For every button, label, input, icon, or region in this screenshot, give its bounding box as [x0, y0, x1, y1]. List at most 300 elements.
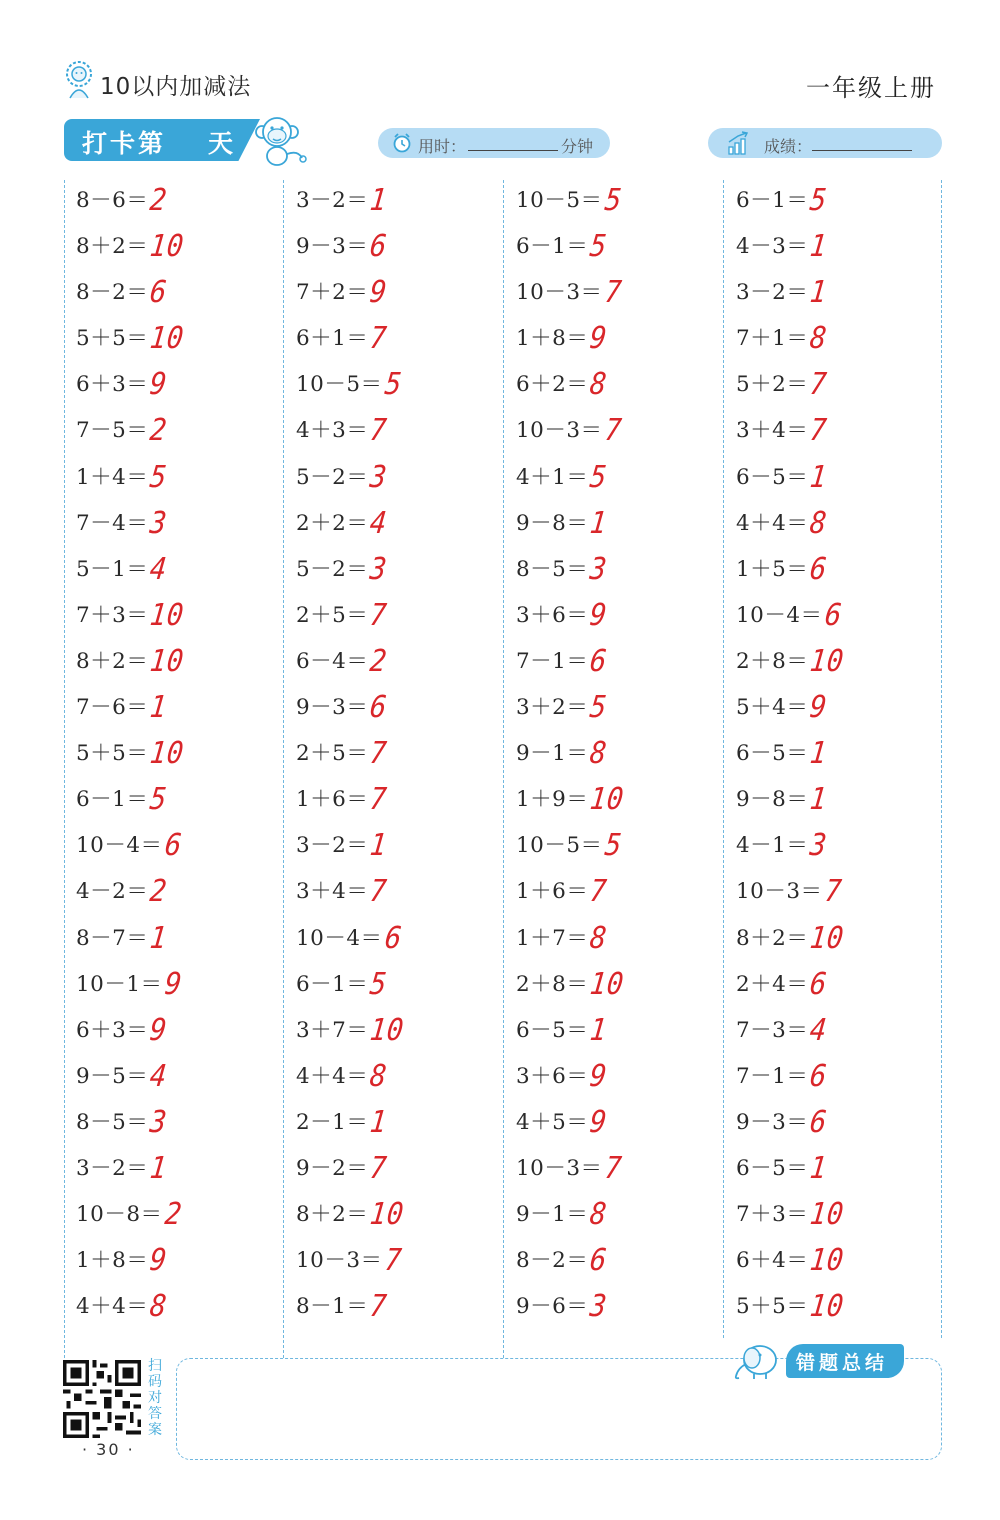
problem-row [736, 408, 946, 454]
problem-row [516, 362, 726, 408]
handwritten-answer[interactable]: 10 [808, 1243, 846, 1278]
problem-row [296, 362, 506, 408]
handwritten-answer[interactable]: 1 [808, 229, 830, 264]
problem-expression: 10－5＝ [516, 833, 603, 859]
problem-expression: 7＋1＝ [736, 326, 809, 352]
problem-row [516, 869, 726, 915]
problem-row [76, 316, 286, 362]
handwritten-answer[interactable]: 5 [588, 229, 610, 264]
problem-expression: 7＋2＝ [296, 280, 369, 306]
problem-expression: 1＋8＝ [516, 326, 589, 352]
handwritten-answer[interactable]: 7 [368, 782, 390, 818]
handwritten-answer[interactable]: 6 [588, 644, 610, 679]
checkin-label-start: 打卡第 [82, 129, 167, 158]
handwritten-answer[interactable]: 10 [588, 966, 626, 1002]
problem-row [296, 1008, 506, 1054]
problem-row [516, 1054, 726, 1100]
handwritten-answer[interactable]: 3 [148, 1104, 170, 1140]
problem-row [516, 823, 726, 869]
handwritten-answer[interactable]: 6 [368, 690, 390, 725]
problem-expression: 1＋6＝ [296, 787, 369, 813]
problem-row [76, 1146, 286, 1192]
problem-expression: 7－4＝ [76, 510, 149, 536]
problem-row [516, 777, 726, 823]
problem-expression: 4＋4＝ [76, 1294, 149, 1320]
problem-expression: 4－1＝ [736, 833, 809, 859]
handwritten-answer[interactable]: 1 [368, 828, 390, 864]
problem-row [736, 1238, 946, 1284]
problem-row [736, 1146, 946, 1192]
problem-expression: 9－1＝ [516, 1202, 589, 1228]
handwritten-answer[interactable]: 1 [808, 459, 830, 495]
problem-expression: 4＋4＝ [736, 510, 809, 536]
handwritten-answer[interactable]: 10 [808, 644, 846, 679]
problem-row [516, 639, 726, 685]
problem-expression: 6＋2＝ [516, 372, 589, 398]
problem-row [76, 547, 286, 593]
alarm-clock-icon [392, 132, 412, 154]
problem-column-1 [76, 178, 286, 1330]
handwritten-answer[interactable]: 5 [148, 459, 170, 495]
problem-expression: 2＋5＝ [296, 741, 369, 767]
handwritten-answer[interactable]: 10 [808, 1197, 846, 1232]
problem-expression: 5＋5＝ [76, 326, 149, 352]
checkin-label-end: 天 [208, 129, 234, 158]
problem-expression: 4－2＝ [76, 879, 149, 905]
problem-row [516, 224, 726, 270]
handwritten-answer[interactable]: 2 [162, 1197, 184, 1232]
problem-expression: 8＋2＝ [76, 648, 149, 674]
problem-expression: 8－1＝ [296, 1294, 369, 1320]
problem-row [76, 178, 286, 224]
handwritten-answer[interactable]: 5 [588, 459, 610, 495]
handwritten-answer[interactable]: 1 [808, 782, 830, 818]
problem-expression: 8－5＝ [516, 556, 589, 582]
handwritten-answer[interactable]: 7 [368, 321, 390, 357]
handwritten-answer[interactable]: 7 [368, 597, 390, 633]
handwritten-answer[interactable]: 1 [588, 505, 610, 541]
handwritten-answer[interactable]: 2 [148, 413, 170, 449]
handwritten-answer[interactable]: 7 [368, 736, 390, 771]
handwritten-answer[interactable]: 6 [162, 828, 184, 864]
problem-expression: 3＋4＝ [296, 879, 369, 905]
problem-row [296, 1054, 506, 1100]
handwritten-answer[interactable]: 7 [368, 1151, 390, 1186]
problem-expression: 10－4＝ [76, 833, 163, 859]
handwritten-answer[interactable]: 8 [588, 920, 610, 956]
frame-left-border [64, 180, 65, 1358]
problem-expression: 1＋5＝ [736, 556, 809, 582]
problem-expression: 1＋6＝ [516, 879, 589, 905]
problem-row [296, 869, 506, 915]
problem-column-4 [736, 178, 946, 1330]
handwritten-answer[interactable]: 3 [368, 551, 390, 587]
problem-row [296, 224, 506, 270]
handwritten-answer[interactable]: 7 [368, 874, 390, 910]
handwritten-answer[interactable]: 6 [808, 1058, 830, 1094]
handwritten-answer[interactable]: 3 [588, 1289, 610, 1325]
problem-expression: 6＋4＝ [736, 1248, 809, 1274]
handwritten-answer[interactable]: 4 [808, 1012, 830, 1048]
handwritten-answer[interactable]: 6 [808, 966, 830, 1002]
problem-row [296, 1238, 506, 1284]
bar-chart-icon [726, 130, 752, 156]
problem-row [76, 731, 286, 777]
problem-expression: 10－4＝ [736, 602, 823, 628]
problem-row [736, 501, 946, 547]
problem-expression: 9－1＝ [516, 741, 589, 767]
problem-expression: 8＋2＝ [76, 234, 149, 260]
problem-row [736, 1100, 946, 1146]
handwritten-answer[interactable]: 2 [148, 183, 170, 218]
problem-row [516, 962, 726, 1008]
problem-row [296, 731, 506, 777]
problem-expression: 5＋5＝ [76, 741, 149, 767]
score-label: 成绩： [764, 137, 813, 156]
problem-row [296, 270, 506, 316]
problem-row [76, 408, 286, 454]
problem-row [516, 547, 726, 593]
problem-expression: 10－4＝ [296, 925, 383, 951]
problem-expression: 8－2＝ [516, 1248, 589, 1274]
problem-row [516, 501, 726, 547]
problem-row [76, 1238, 286, 1284]
problem-expression: 5－1＝ [76, 556, 149, 582]
problem-expression: 10－3＝ [736, 879, 823, 905]
lion-mascot-icon [62, 60, 96, 100]
problem-row [296, 823, 506, 869]
problem-expression: 6＋1＝ [296, 326, 369, 352]
problem-expression: 7＋3＝ [76, 602, 149, 628]
problem-row [516, 178, 726, 224]
handwritten-answer[interactable]: 10 [368, 1197, 406, 1232]
problem-expression: 7－1＝ [736, 1063, 809, 1089]
problem-expression: 10－1＝ [76, 971, 163, 997]
handwritten-answer[interactable]: 8 [808, 321, 830, 357]
handwritten-answer[interactable]: 9 [588, 1104, 610, 1140]
problem-row [76, 270, 286, 316]
problem-row [76, 224, 286, 270]
handwritten-answer[interactable]: 5 [148, 782, 170, 818]
problem-expression: 6－5＝ [516, 1017, 589, 1043]
problem-expression: 7－6＝ [76, 695, 149, 721]
problem-expression: 10－5＝ [516, 188, 603, 213]
handwritten-answer[interactable]: 9 [588, 597, 610, 633]
handwritten-answer[interactable]: 10 [148, 644, 186, 679]
handwritten-answer[interactable]: 6 [808, 551, 830, 587]
problem-expression: 1＋9＝ [516, 787, 589, 813]
problem-expression: 2＋8＝ [736, 648, 809, 674]
handwritten-answer[interactable]: 5 [602, 828, 624, 864]
problem-row [76, 639, 286, 685]
handwritten-answer[interactable]: 3 [588, 551, 610, 587]
problem-row [736, 639, 946, 685]
handwritten-answer[interactable]: 7 [368, 1289, 390, 1325]
problem-expression: 9－3＝ [736, 1109, 809, 1135]
problem-row [516, 1146, 726, 1192]
problem-row [736, 547, 946, 593]
problem-row [76, 1192, 286, 1238]
handwritten-answer[interactable]: 9 [588, 321, 610, 357]
problem-expression: 10－5＝ [296, 372, 383, 398]
handwritten-answer[interactable]: 7 [808, 413, 830, 449]
handwritten-answer[interactable]: 3 [368, 459, 390, 495]
handwritten-answer[interactable]: 4 [148, 1058, 170, 1094]
handwritten-answer[interactable]: 4 [148, 551, 170, 587]
handwritten-answer[interactable]: 5 [602, 183, 624, 218]
time-blank[interactable] [468, 150, 558, 151]
problem-expression: 5＋4＝ [736, 695, 809, 721]
time-label: 用时： [418, 137, 467, 156]
problem-expression: 6－5＝ [736, 1155, 809, 1181]
problem-column-2 [296, 178, 506, 1330]
handwritten-answer[interactable]: 8 [588, 736, 610, 771]
problem-row [76, 593, 286, 639]
handwritten-answer[interactable]: 5 [382, 367, 404, 403]
problem-expression: 5＋2＝ [736, 372, 809, 398]
handwritten-answer[interactable]: 7 [602, 413, 624, 449]
problem-row [516, 1008, 726, 1054]
handwritten-answer[interactable]: 10 [808, 920, 846, 956]
grade-label: 一年级上册 [806, 74, 936, 102]
problem-row [296, 1100, 506, 1146]
problem-row [736, 224, 946, 270]
handwritten-answer[interactable]: 1 [368, 1104, 390, 1140]
problem-expression: 10－3＝ [296, 1248, 383, 1274]
handwritten-answer[interactable]: 3 [808, 828, 830, 864]
problem-column-3 [516, 178, 726, 1330]
handwritten-answer[interactable]: 9 [148, 367, 170, 403]
problem-expression: 10－3＝ [516, 418, 603, 444]
handwritten-answer[interactable]: 7 [808, 367, 830, 403]
problem-row [296, 178, 506, 224]
problem-expression: 10－3＝ [516, 1155, 603, 1181]
handwritten-answer[interactable]: 5 [808, 183, 830, 218]
handwritten-answer[interactable]: 1 [368, 183, 390, 218]
problem-row [736, 916, 946, 962]
problem-expression: 6－1＝ [76, 787, 149, 813]
problem-row [76, 916, 286, 962]
problem-row [296, 316, 506, 362]
handwritten-answer[interactable]: 7 [588, 874, 610, 910]
handwritten-answer[interactable]: 8 [808, 505, 830, 541]
problem-expression: 10－8＝ [76, 1202, 163, 1228]
handwritten-answer[interactable]: 10 [148, 597, 186, 633]
handwritten-answer[interactable]: 6 [808, 1104, 830, 1140]
problem-row [516, 916, 726, 962]
handwritten-answer[interactable]: 9 [162, 966, 184, 1002]
handwritten-answer[interactable]: 1 [148, 690, 170, 725]
problem-row [736, 962, 946, 1008]
handwritten-answer[interactable]: 1 [148, 1151, 170, 1186]
problem-row [516, 1100, 726, 1146]
problem-expression: 9－5＝ [76, 1063, 149, 1089]
problem-row [76, 962, 286, 1008]
problem-row [736, 362, 946, 408]
problem-row [736, 593, 946, 639]
page-number: · 30 · [82, 1440, 135, 1459]
problem-expression: 7＋3＝ [736, 1202, 809, 1228]
problem-expression: 5＋5＝ [736, 1294, 809, 1320]
handwritten-answer[interactable]: 7 [382, 1243, 404, 1278]
handwritten-answer[interactable]: 2 [368, 644, 390, 679]
problem-expression: 4＋3＝ [296, 418, 369, 444]
handwritten-answer[interactable]: 9 [148, 1243, 170, 1278]
problem-row [516, 408, 726, 454]
handwritten-answer[interactable]: 8 [368, 1058, 390, 1094]
problem-row [736, 270, 946, 316]
handwritten-answer[interactable]: 1 [588, 1012, 610, 1048]
problem-row [296, 685, 506, 731]
problem-expression: 8－2＝ [76, 280, 149, 306]
problem-row [736, 869, 946, 915]
handwritten-answer[interactable]: 10 [368, 1012, 406, 1048]
problem-row [296, 408, 506, 454]
handwritten-answer[interactable]: 9 [148, 1012, 170, 1048]
problem-row [76, 1100, 286, 1146]
problem-row [76, 455, 286, 501]
book-title: 10以内加减法 [100, 74, 252, 100]
handwritten-answer[interactable]: 8 [588, 367, 610, 403]
handwritten-answer[interactable]: 10 [808, 1289, 846, 1325]
handwritten-answer[interactable]: 7 [368, 413, 390, 449]
problem-row [296, 1192, 506, 1238]
problem-expression: 7－1＝ [516, 648, 589, 674]
problem-row [516, 731, 726, 777]
handwritten-answer[interactable]: 1 [808, 1151, 830, 1186]
problem-row [516, 1192, 726, 1238]
problem-expression: 2＋4＝ [736, 971, 809, 997]
handwritten-answer[interactable]: 2 [148, 874, 170, 910]
problem-expression: 2＋8＝ [516, 971, 589, 997]
problem-expression: 7－5＝ [76, 418, 149, 444]
problem-row [296, 455, 506, 501]
handwritten-answer[interactable]: 1 [148, 920, 170, 956]
problem-row [736, 1054, 946, 1100]
problem-expression: 8＋2＝ [736, 925, 809, 951]
problem-row [736, 178, 946, 224]
problem-row [516, 1284, 726, 1330]
problem-expression: 8－5＝ [76, 1109, 149, 1135]
handwritten-answer[interactable]: 1 [808, 275, 830, 310]
problem-expression: 2－1＝ [296, 1109, 369, 1135]
handwritten-answer[interactable]: 6 [822, 597, 844, 633]
problem-expression: 6－5＝ [736, 464, 809, 490]
handwritten-answer[interactable]: 1 [808, 736, 830, 771]
problem-row [76, 362, 286, 408]
problem-row [296, 547, 506, 593]
problem-row [76, 1054, 286, 1100]
mistake-summary-label: 错题总结 [796, 1352, 889, 1374]
problem-expression: 3－2＝ [76, 1155, 149, 1181]
problem-expression: 9－3＝ [296, 234, 369, 260]
problem-row [76, 1284, 286, 1330]
problem-expression: 5－2＝ [296, 556, 369, 582]
problem-expression: 4＋4＝ [296, 1063, 369, 1089]
handwritten-answer[interactable]: 10 [148, 736, 186, 771]
problem-expression: 6＋3＝ [76, 372, 149, 398]
handwritten-answer[interactable]: 7 [602, 1151, 624, 1186]
problem-expression: 9－3＝ [296, 695, 369, 721]
problem-expression: 3＋6＝ [516, 602, 589, 628]
handwritten-answer[interactable]: 4 [368, 505, 390, 541]
handwritten-answer[interactable]: 3 [148, 505, 170, 541]
problem-row [296, 501, 506, 547]
handwritten-answer[interactable]: 10 [588, 782, 626, 818]
problem-row [736, 731, 946, 777]
problem-expression: 6－4＝ [296, 648, 369, 674]
problem-expression: 3＋7＝ [296, 1017, 369, 1043]
problem-expression: 3－2＝ [736, 280, 809, 306]
problem-expression: 6－1＝ [296, 971, 369, 997]
problem-expression: 6－1＝ [516, 234, 589, 260]
handwritten-answer[interactable]: 9 [368, 275, 390, 310]
handwritten-answer[interactable]: 7 [822, 874, 844, 910]
handwritten-answer[interactable]: 5 [588, 690, 610, 725]
problem-expression: 5－2＝ [296, 464, 369, 490]
problem-expression: 2＋2＝ [296, 510, 369, 536]
problem-row [296, 962, 506, 1008]
problem-expression: 3＋2＝ [516, 695, 589, 721]
handwritten-answer[interactable]: 6 [368, 229, 390, 264]
handwritten-answer[interactable]: 8 [588, 1197, 610, 1232]
problem-expression: 4－3＝ [736, 234, 809, 260]
handwritten-answer[interactable]: 6 [588, 1243, 610, 1278]
problem-row [296, 639, 506, 685]
handwritten-answer[interactable]: 6 [382, 920, 404, 956]
problem-expression: 9－2＝ [296, 1155, 369, 1181]
elephant-mascot-icon [730, 1338, 786, 1380]
problem-row [516, 270, 726, 316]
scan-for-answers-label: 扫码对答案 [148, 1358, 162, 1438]
problem-row [736, 316, 946, 362]
problem-row [736, 1284, 946, 1330]
problem-expression: 6－5＝ [736, 741, 809, 767]
handwritten-answer[interactable]: 10 [148, 321, 186, 357]
problem-row [76, 777, 286, 823]
problem-row [516, 593, 726, 639]
problem-row [516, 1238, 726, 1284]
problem-row [296, 1146, 506, 1192]
handwritten-answer[interactable]: 8 [148, 1289, 170, 1325]
handwritten-answer[interactable]: 10 [148, 229, 186, 264]
problem-expression: 1＋8＝ [76, 1248, 149, 1274]
handwritten-answer[interactable]: 5 [368, 966, 390, 1002]
problem-row [296, 593, 506, 639]
problem-expression: 8＋2＝ [296, 1202, 369, 1228]
problem-row [516, 316, 726, 362]
problem-expression: 3－2＝ [296, 188, 369, 213]
problem-expression: 1＋4＝ [76, 464, 149, 490]
problem-row [736, 823, 946, 869]
problem-expression: 3＋6＝ [516, 1063, 589, 1089]
problem-row [296, 916, 506, 962]
handwritten-answer[interactable]: 7 [602, 275, 624, 310]
handwritten-answer[interactable]: 9 [588, 1058, 610, 1094]
problem-expression: 3＋4＝ [736, 418, 809, 444]
problem-expression: 6－1＝ [736, 188, 809, 213]
handwritten-answer[interactable]: 9 [808, 690, 830, 725]
time-unit: 分钟 [561, 137, 594, 156]
qr-code[interactable] [62, 1360, 142, 1438]
problem-row [76, 823, 286, 869]
monkey-mascot-icon [252, 110, 310, 168]
problem-row [76, 1008, 286, 1054]
problem-expression: 4＋1＝ [516, 464, 589, 490]
handwritten-answer[interactable]: 6 [148, 275, 170, 310]
score-blank[interactable] [812, 150, 912, 151]
problem-expression: 9－8＝ [736, 787, 809, 813]
